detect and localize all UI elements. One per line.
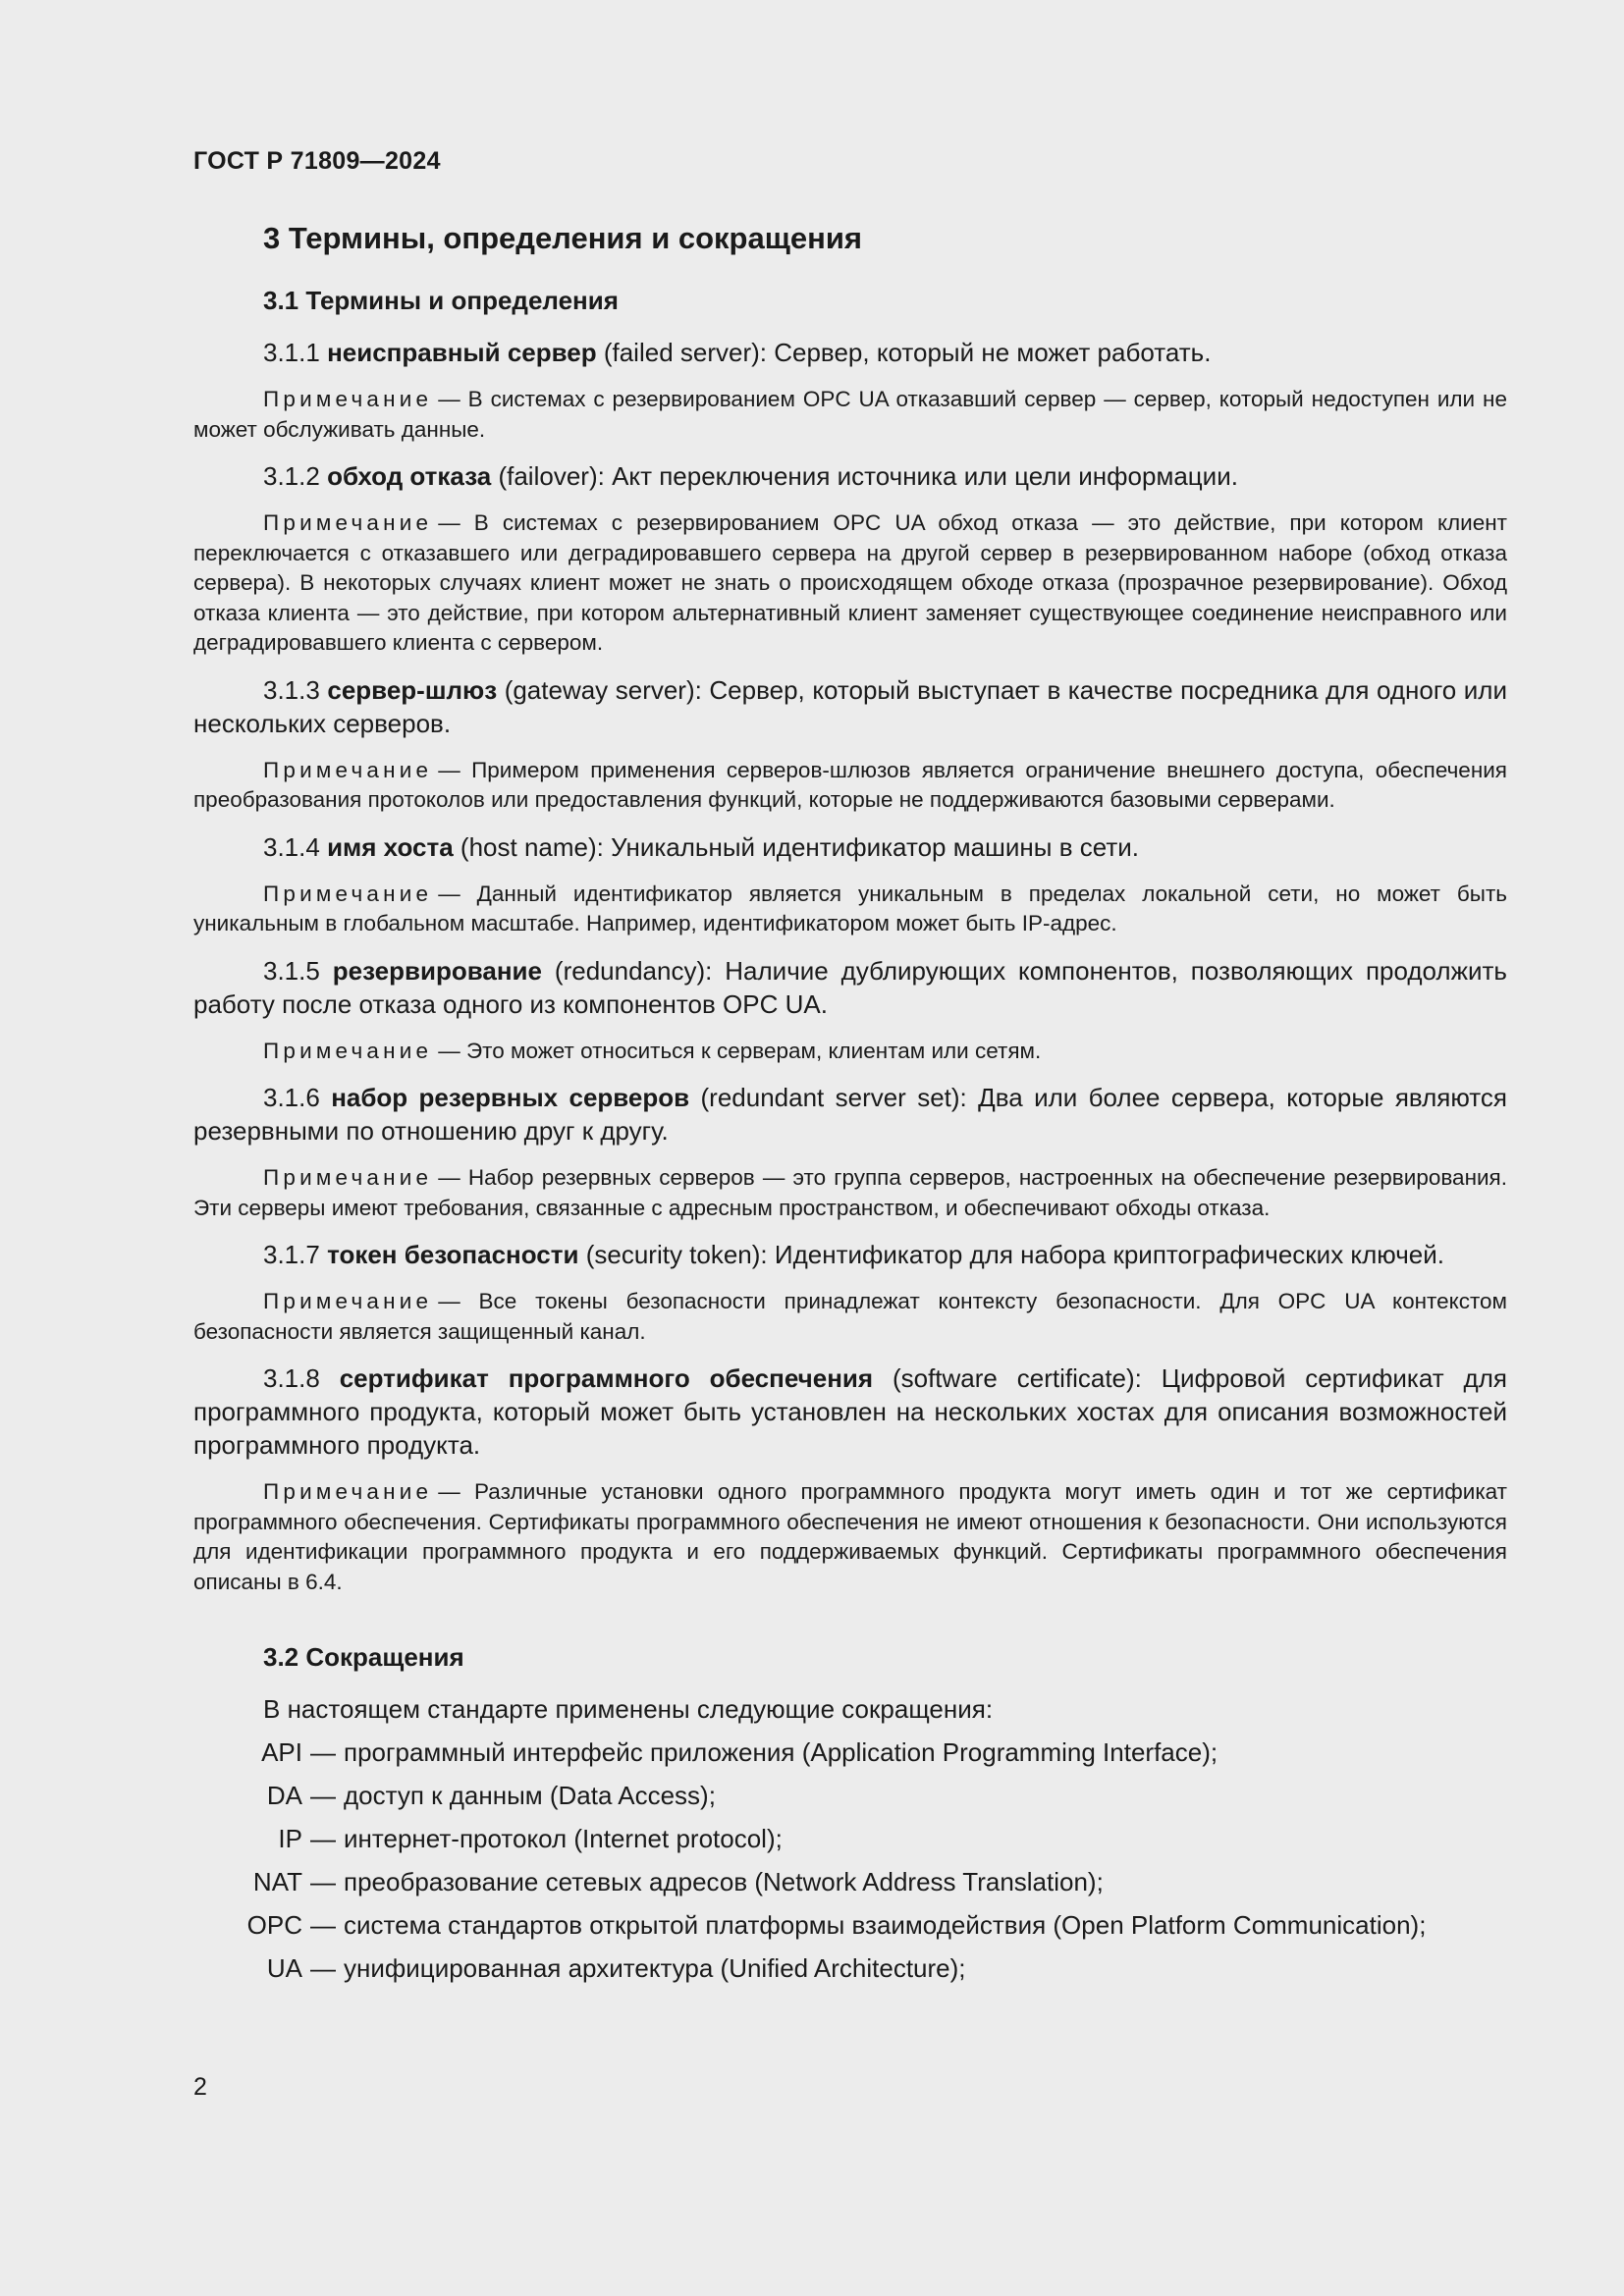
abbreviation-dash: — bbox=[310, 1737, 336, 1767]
abbreviation-definition: программный интерфейс приложения (Application Programming Interface); bbox=[344, 1737, 1218, 1767]
term-text: Идентификатор для набора криптографических ключей. bbox=[774, 1240, 1444, 1269]
list-item bbox=[193, 1735, 1507, 1769]
list-item bbox=[193, 1951, 1507, 1985]
subsection-title-abbreviations: 3.2 Сокращения bbox=[263, 1642, 464, 1672]
term-note bbox=[193, 880, 1507, 939]
term-english: (failover): bbox=[498, 461, 605, 491]
list-item bbox=[193, 1822, 1507, 1855]
term-number: 3.1.6 bbox=[263, 1083, 320, 1112]
list-item bbox=[193, 1865, 1507, 1898]
term-text: Два или более сервера, которые являются резервными по отношению друг к другу. bbox=[193, 1083, 1507, 1146]
note-text: — Различные установки одного программного продукта могут иметь один и тот же сертификат программного обеспечения. Сертификаты программного обеспечения не имеют отношения к безопасности. Они используются для идентификации программного продукта и его поддерживаемых функций. Сертификаты программного обеспечения описаны в 6.4. bbox=[193, 1479, 1507, 1594]
list-item bbox=[193, 1779, 1507, 1812]
term-entry bbox=[193, 1238, 1507, 1347]
term-number: 3.1.2 bbox=[263, 461, 320, 491]
terms-list bbox=[193, 336, 1507, 1597]
abbreviation-dash: — bbox=[310, 1953, 336, 1983]
subsection-title-terms: 3.1 Термины и определения bbox=[263, 286, 619, 315]
abbreviation-key: API bbox=[261, 1737, 302, 1767]
term-entry bbox=[193, 459, 1507, 659]
note-label: Примечание bbox=[263, 387, 433, 411]
term-note bbox=[193, 1477, 1507, 1597]
term-entry bbox=[193, 954, 1507, 1067]
term-definition bbox=[193, 336, 1507, 369]
term-number: 3.1.4 bbox=[263, 831, 320, 862]
term-number: 3.1.7 bbox=[263, 1240, 320, 1269]
term-name: резервирование bbox=[332, 955, 542, 986]
term-definition bbox=[193, 830, 1507, 864]
term-number: 3.1.1 bbox=[263, 338, 320, 367]
term-entry bbox=[193, 336, 1507, 445]
abbreviation-key: NAT bbox=[252, 1867, 302, 1896]
term-text: Цифровой сертификат для программного продукта, который может быть установлен на нескольких хостах для описания возможностей программного продукта. bbox=[193, 1363, 1507, 1460]
term-text: Сервер, который не может работать. bbox=[774, 338, 1212, 367]
term-text: Акт переключения источника или цели информации. bbox=[612, 461, 1238, 491]
term-note bbox=[193, 508, 1507, 659]
term-number: 3.1.3 bbox=[263, 674, 320, 705]
term-note bbox=[193, 756, 1507, 816]
term-definition bbox=[193, 1081, 1507, 1148]
note-label: Примечание bbox=[263, 1038, 433, 1063]
term-english: (redundant server set): bbox=[700, 1083, 967, 1112]
note-text: — Это может относиться к серверам, клиентам или сетям. bbox=[438, 1038, 1042, 1063]
abbreviation-definition: преобразование сетевых адресов (Network Address Translation); bbox=[344, 1867, 1104, 1896]
note-label: Примечание bbox=[263, 881, 433, 906]
note-text: — Данный идентификатор является уникальным в пределах локальной сети, но может быть уникальным в глобальном масштабе. Например, идентификатором может быть IP-адрес. bbox=[193, 881, 1507, 935]
term-english: (software certificate): bbox=[892, 1363, 1142, 1393]
abbreviation-key: UA bbox=[266, 1953, 302, 1983]
term-definition bbox=[193, 673, 1507, 740]
abbreviation-key: DA bbox=[266, 1781, 302, 1810]
term-name: сервер-шлюз bbox=[327, 674, 498, 705]
abbreviation-definition: унифицированная архитектура (Unified Architecture); bbox=[344, 1953, 966, 1983]
abbreviation-dash: — bbox=[310, 1867, 336, 1896]
term-entry bbox=[193, 830, 1507, 939]
term-number: 3.1.5 bbox=[263, 955, 320, 986]
term-text: Уникальный идентификатор машины в сети. bbox=[611, 831, 1139, 862]
abbreviation-dash: — bbox=[310, 1910, 336, 1940]
term-name: токен безопасности bbox=[327, 1240, 579, 1269]
term-definition bbox=[193, 954, 1507, 1021]
term-definition bbox=[193, 459, 1507, 493]
abbreviation-definition: система стандартов открытой платформы взаимодействия (Open Platform Communication); bbox=[344, 1910, 1427, 1940]
term-entry bbox=[193, 1081, 1507, 1223]
term-english: (failed server): bbox=[603, 338, 767, 367]
note-label: Примечание bbox=[263, 510, 433, 535]
term-note bbox=[193, 1287, 1507, 1347]
term-note bbox=[193, 1163, 1507, 1223]
term-name: имя хоста bbox=[327, 831, 454, 862]
page-content bbox=[193, 221, 1507, 1995]
term-english: (host name): bbox=[460, 831, 604, 862]
term-name: неисправный сервер bbox=[327, 338, 597, 367]
abbreviation-definition: доступ к данным (Data Access); bbox=[344, 1781, 716, 1810]
list-item bbox=[193, 1908, 1507, 1942]
note-text: — Набор резервных серверов — это группа серверов, настроенных на обеспечение резервирования. Эти серверы имеют требования, связанные с адресным пространством, и обеспечивают обходы отказа. bbox=[193, 1165, 1507, 1220]
term-english: (redundancy): bbox=[554, 955, 713, 986]
abbreviations-intro: В настоящем стандарте применены следующие сокращения: bbox=[263, 1694, 994, 1724]
abbreviations-list bbox=[193, 1735, 1507, 1985]
note-label: Примечание bbox=[263, 1479, 433, 1504]
abbreviation-key: IP bbox=[278, 1824, 302, 1853]
term-name: сертификат программного обеспечения bbox=[339, 1363, 874, 1393]
note-text: — В системах с резервированием OPC UA обход отказа — это действие, при котором клиент переключается с отказавшего или деградировавшего сервера на другой сервер в резервированном наборе (обход отказа сервера). В некоторых случаях клиент может не знать о происходящем обходе отказа (прозрачное резервирование). Обход отказа клиента — это действие, при котором альтернативный клиент заменяет существующее соединение неисправного или деградировавшего клиента с сервером. bbox=[193, 510, 1507, 655]
term-text: Наличие дублирующих компонентов, позволяющих продолжить работу после отказа одного из компонентов OPC UA. bbox=[193, 955, 1507, 1019]
abbreviation-dash: — bbox=[310, 1824, 336, 1853]
term-definition bbox=[193, 1362, 1507, 1462]
note-label: Примечание bbox=[263, 1289, 433, 1313]
term-number: 3.1.8 bbox=[263, 1363, 320, 1393]
note-label: Примечание bbox=[263, 1165, 433, 1190]
note-label: Примечание bbox=[263, 757, 433, 782]
term-entry bbox=[193, 673, 1507, 816]
abbreviation-key: OPC bbox=[246, 1910, 302, 1940]
term-definition bbox=[193, 1238, 1507, 1271]
abbreviation-dash: — bbox=[310, 1781, 336, 1810]
page-number: 2 bbox=[193, 2073, 207, 2101]
term-english: (security token): bbox=[585, 1240, 768, 1269]
term-text: Сервер, который выступает в качестве посредника для одного или нескольких серверов. bbox=[193, 674, 1507, 738]
section-title: 3 Термины, определения и сокращения bbox=[263, 221, 862, 255]
term-name: обход отказа bbox=[327, 461, 492, 491]
note-text: — Примером применения серверов-шлюзов является ограничение внешнего доступа, обеспечения преобразования протоколов или предоставления функций, которые не поддерживаются базовыми серверами. bbox=[193, 757, 1507, 812]
abbreviation-definition: интернет-протокол (Internet protocol); bbox=[344, 1824, 783, 1853]
term-note bbox=[193, 1037, 1507, 1067]
term-entry bbox=[193, 1362, 1507, 1597]
term-english: (gateway server): bbox=[504, 674, 702, 705]
term-name: набор резервных серверов bbox=[331, 1083, 690, 1112]
note-text: — Все токены безопасности принадлежат контексту безопасности. Для OPC UA контекстом безопасности является защищенный канал. bbox=[193, 1289, 1507, 1344]
note-text: — В системах с резервированием OPC UA отказавший сервер — сервер, который недоступен или не может обслуживать данные. bbox=[193, 387, 1507, 442]
term-note bbox=[193, 385, 1507, 445]
document-code: ГОСТ Р 71809—2024 bbox=[193, 147, 441, 175]
